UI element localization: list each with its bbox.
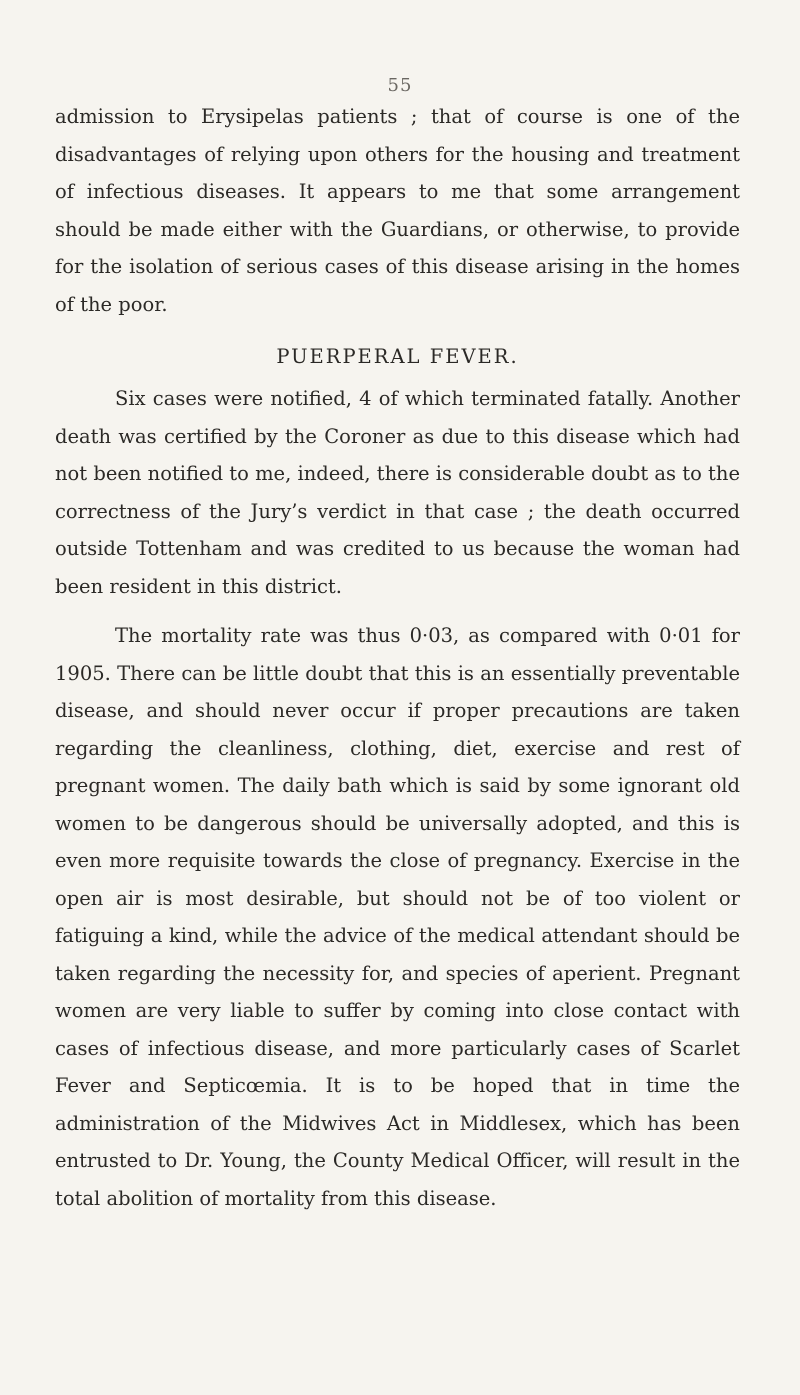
page-number: 55 <box>387 75 413 96</box>
section-heading: PUERPERAL FEVER. <box>276 345 519 368</box>
document-page <box>55 72 740 1217</box>
paragraph-mortality-rate: The mortality rate was thus 0·03, as compared with 0·01 for 1905. There can be little doubt that this is an essentially preventable disease, and should never occur if proper precautions are taken regarding the cleanliness, clothing, diet, exercise and rest of pregnant women. The daily bath which is said by some ignorant old women to be dangerous should be universally adopted, and this is even more requisite towards the close of pregnancy. Exercise in the open air is most desirable, but should not be of too violent or fatiguing a kind, while the advice of the medical attendant should be taken regarding the necessity for, and species of aperient. Pregnant women are very liable to suffer by coming into close contact with cases of infectious disease, and more particularly cases of Scarlet Fever and Septicœmia. It is to be hoped that in time the administration of the Midwives Act in Middlesex, which has been entrusted to Dr. Young, the County Medical Officer, will result in the total abolition of mortality from this disease. <box>55 624 740 1210</box>
paragraph-notified-cases: Six cases were notified, 4 of which terminated fatally. Another death was certified by the Coroner as due to this disease which had not been notified to me, indeed, there is considerable doubt as to the correctness of the Jury’s verdict in that case ; the death occurred outside Tottenham and was credited to us because the woman had been resident in this district. <box>55 387 740 598</box>
intro-paragraph: admission to Erysipelas patients ; that of course is one of the disadvantages of relying upon others for the housing and treatment of infectious diseases. It appears to me that some arrangement should be made either with the Guardians, or otherwise, to provide for the isolation of serious cases of this disease arising in the homes of the poor. <box>55 105 740 316</box>
